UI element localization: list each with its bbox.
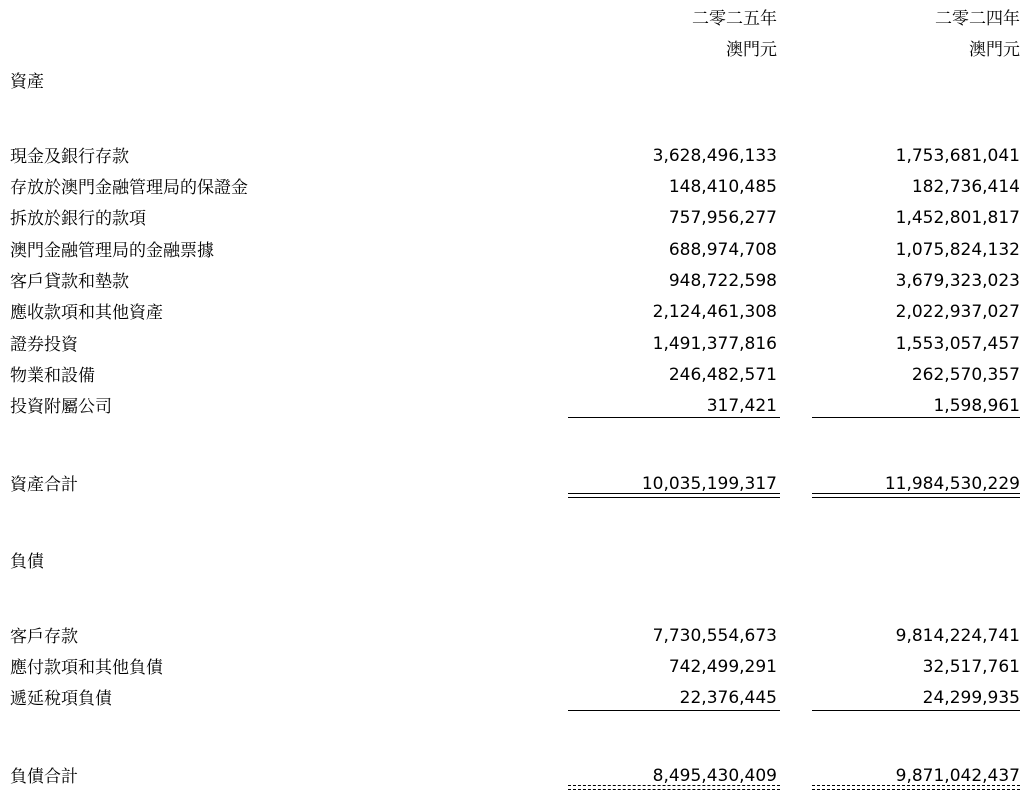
total-dashed-rule-2025-liabilities bbox=[568, 785, 780, 790]
column-header-2025-currency: 澳門元 bbox=[726, 40, 777, 60]
total-value-2024-liabilities: 9,871,042,437 bbox=[895, 766, 1020, 786]
row-value-2024-cash: 1,753,681,041 bbox=[895, 146, 1020, 166]
total-double-rule-2025-assets bbox=[568, 493, 780, 498]
row-value-2024-customer-deposits: 9,814,224,741 bbox=[895, 626, 1020, 646]
row-label-monetary-bills: 澳門金融管理局的金融票據 bbox=[10, 241, 214, 261]
row-label-subsidiary-investment: 投資附屬公司 bbox=[10, 397, 112, 417]
row-value-2025-securities: 1,491,377,816 bbox=[652, 334, 777, 354]
row-value-2024-receivables: 2,022,937,027 bbox=[895, 302, 1020, 322]
row-value-2024-subsidiary-investment: 1,598,961 bbox=[933, 396, 1020, 416]
row-label-property: 物業和設備 bbox=[10, 366, 95, 386]
row-value-2025-monetary-bills: 688,974,708 bbox=[668, 240, 777, 260]
row-label-deposits-amcm: 存放於澳門金融管理局的保證金 bbox=[10, 178, 248, 198]
row-label-securities: 證券投資 bbox=[10, 335, 78, 355]
row-label-receivables: 應收款項和其他資產 bbox=[10, 303, 163, 323]
total-label-liabilities: 負債合計 bbox=[10, 767, 78, 787]
row-label-customer-deposits: 客戶存款 bbox=[10, 627, 78, 647]
row-value-2025-property: 246,482,571 bbox=[668, 365, 777, 385]
row-value-2025-cash: 3,628,496,133 bbox=[652, 146, 777, 166]
total-double-rule-2024-assets bbox=[812, 493, 1020, 498]
row-label-placements-banks: 拆放於銀行的款項 bbox=[10, 209, 146, 229]
total-value-2025-assets: 10,035,199,317 bbox=[641, 474, 777, 494]
row-value-2024-securities: 1,553,057,457 bbox=[895, 334, 1020, 354]
total-label-assets: 資產合計 bbox=[10, 475, 78, 495]
column-header-2024-currency: 澳門元 bbox=[969, 40, 1020, 60]
row-value-2025-placements-banks: 757,956,277 bbox=[668, 208, 777, 228]
subtotal-rule-2024-assets bbox=[812, 417, 1020, 418]
row-value-2024-monetary-bills: 1,075,824,132 bbox=[895, 240, 1020, 260]
row-value-2025-subsidiary-investment: 317,421 bbox=[706, 396, 777, 416]
row-value-2025-customer-deposits: 7,730,554,673 bbox=[652, 626, 777, 646]
subtotal-rule-2024-liabilities bbox=[812, 710, 1020, 711]
row-label-payables: 應付款項和其他負債 bbox=[10, 658, 163, 678]
row-value-2025-deposits-amcm: 148,410,485 bbox=[668, 177, 777, 197]
row-label-deferred-tax: 遞延稅項負債 bbox=[10, 689, 112, 709]
total-value-2025-liabilities: 8,495,430,409 bbox=[652, 766, 777, 786]
section-heading-assets: 資產 bbox=[10, 72, 44, 92]
subtotal-rule-2025-liabilities bbox=[568, 710, 780, 711]
row-value-2025-receivables: 2,124,461,308 bbox=[652, 302, 777, 322]
total-dashed-rule-2024-liabilities bbox=[812, 785, 1020, 790]
row-value-2025-payables: 742,499,291 bbox=[668, 657, 777, 677]
row-value-2024-placements-banks: 1,452,801,817 bbox=[895, 208, 1020, 228]
row-value-2024-loans: 3,679,323,023 bbox=[895, 271, 1020, 291]
row-value-2024-deferred-tax: 24,299,935 bbox=[922, 688, 1020, 708]
column-header-2024-year: 二零二四年 bbox=[935, 9, 1020, 29]
section-heading-liabilities: 負債 bbox=[10, 552, 44, 572]
row-value-2024-payables: 32,517,761 bbox=[922, 657, 1020, 677]
row-label-loans: 客戶貸款和墊款 bbox=[10, 272, 129, 292]
subtotal-rule-2025-assets bbox=[568, 417, 780, 418]
column-header-2025-year: 二零二五年 bbox=[692, 9, 777, 29]
row-value-2025-deferred-tax: 22,376,445 bbox=[679, 688, 777, 708]
row-value-2025-loans: 948,722,598 bbox=[668, 271, 777, 291]
row-value-2024-deposits-amcm: 182,736,414 bbox=[911, 177, 1020, 197]
total-value-2024-assets: 11,984,530,229 bbox=[884, 474, 1020, 494]
row-value-2024-property: 262,570,357 bbox=[911, 365, 1020, 385]
row-label-cash: 現金及銀行存款 bbox=[10, 147, 129, 167]
